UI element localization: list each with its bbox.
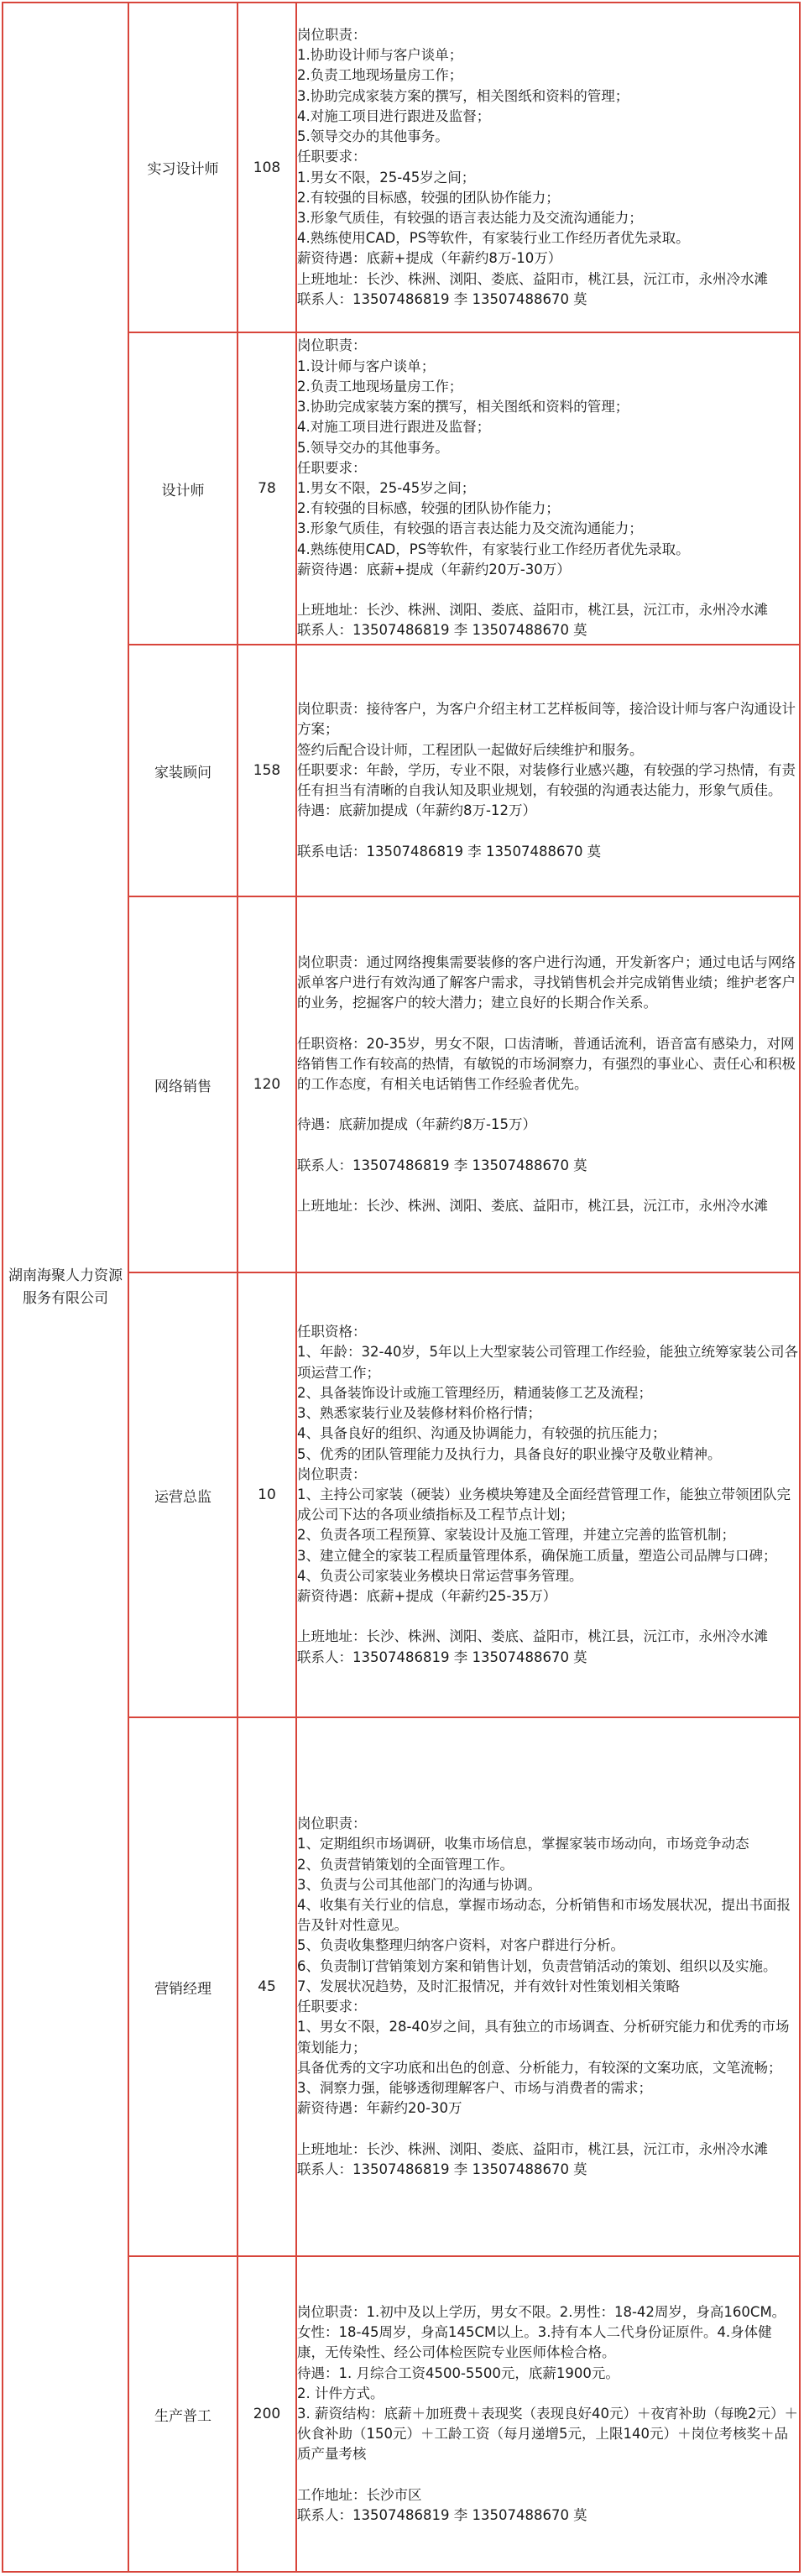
job-title: 设计师 [128, 332, 238, 645]
description-line: 具备优秀的文字功底和出色的创意、分析能力，有较深的文案功底，文笔流畅； [297, 2059, 782, 2076]
description-line: 岗位职责： [297, 1816, 367, 1832]
job-description [296, 2256, 800, 2572]
description-line: 任职资格：20-35岁，男女不限，口齿清晰，普通话流利，语音富有感染力，对网络销售工作有较高的热情，有敏锐的市场洞察力，有强烈的事业心、责任心和积极的工作态度，有相关电话销售工作经验者优先。 [297, 1035, 796, 1092]
description-line: 3.形象气质佳，有较强的语言表达能力及交流沟通能力； [297, 520, 643, 537]
description-line: 岗位职责：通过网络搜集需要装修的客户进行沟通，开发新客户；通过电话与网络派单客户进行有效沟通了解客户需求，寻找销售机会并完成销售业绩；维护老客户的业务，挖掘客户的较大潜力；建立良好的长期合作关系。 [297, 954, 796, 1011]
description-line: 3.形象气质佳，有较强的语言表达能力及交流沟通能力； [297, 209, 643, 226]
description-line: 联系人：13507486819 李 13507488670 莫 [297, 290, 587, 307]
description-line: 岗位职责： [297, 337, 367, 354]
description-line: 3、洞察力强，能够透彻理解客户、市场与消费者的需求； [297, 2079, 652, 2096]
description-line: 薪资待遇：底薪+提成（年薪约20万-30万） [297, 561, 571, 577]
description-line: 2.负责工地现场量房工作； [297, 67, 463, 84]
description-line: 联系人：13507486819 李 13507488670 莫 [297, 1649, 587, 1665]
description-line: 3.协助完成家装方案的撰写，相关图纸和资料的管理； [297, 399, 629, 415]
description-line: 3.协助完成家装方案的撰写，相关图纸和资料的管理； [297, 87, 629, 104]
description-line: 3、负责与公司其他部门的沟通与协调。 [297, 1876, 541, 1893]
description-line: 薪资待遇：底薪+提成（年薪约8万-10万） [297, 250, 562, 267]
job-title: 生产普工 [128, 2256, 238, 2572]
description-line: 联系人：13507486819 李 13507488670 莫 [297, 2161, 587, 2177]
description-line: 2、负责各项工程预算、家装设计及施工管理，并建立完善的监管机制； [297, 1527, 735, 1544]
description-line: 岗位职责：1.初中及以上学历，男女不限。2.男性：18-42周岁，身高160CM。女性：18-45周岁，身高145CM以上。3.持有本人二代身份证原件。4.身体健康，无传染性、经公司体检医院专业医师体检合格。 [297, 2303, 786, 2361]
description-line [297, 1136, 799, 1156]
headcount: 158 [238, 645, 296, 896]
description-line: 任职要求：年龄，学历，专业不限，对装修行业感兴趣，有较强的学习热情，有责任有担当有清晰的自我认知及职业规划，有较强的沟通表达能力，形象气质佳。 [297, 761, 796, 799]
description-line: 5.领导交办的其他事务。 [297, 439, 449, 456]
description-line: 2、负责营销策划的全面管理工作。 [297, 1856, 514, 1873]
description-line: 待遇：底薪加提成（年薪约8万-15万） [297, 1116, 536, 1133]
description-line: 3、建立健全的家装工程质量管理体系，确保施工质量，塑造公司品牌与口碑； [297, 1547, 777, 1564]
description-line [297, 1794, 799, 1814]
job-description [296, 1272, 800, 1717]
description-line [297, 822, 799, 842]
description-line: 岗位职责： [297, 27, 367, 44]
description-line: 2. 计件方式。 [297, 2385, 384, 2401]
description-line: 2、具备装饰设计或施工管理经历，精通装修工艺及流程； [297, 1384, 652, 1401]
description-line: 3. 薪资结构：底薪＋加班费＋表现奖（表现良好40元）＋夜宵补助（每晚2元）＋伙食补助（150元）＋工龄工资（每月递增5元，上限140元）＋岗位考核奖＋品质产量考核 [297, 2405, 798, 2463]
job-title: 实习设计师 [128, 3, 238, 332]
description-line: 2.负责工地现场量房工作； [297, 378, 463, 394]
description-line: 联系电话：13507486819 李 13507488670 莫 [297, 843, 602, 860]
headcount: 10 [238, 1272, 296, 1717]
headcount: 200 [238, 2256, 296, 2572]
job-title: 运营总监 [128, 1272, 238, 1717]
job-description [296, 332, 800, 645]
description-line: 1.协助设计师与客户谈单； [297, 47, 463, 64]
description-line: 薪资待遇：年薪约20-30万 [297, 2100, 462, 2117]
description-line [297, 679, 799, 699]
description-line: 4、具备良好的组织、沟通及协调能力，有较强的抗压能力； [297, 1425, 666, 1442]
description-line: 1.设计师与客户谈单； [297, 358, 436, 374]
description-line: 联系人：13507486819 李 13507488670 莫 [297, 1157, 587, 1173]
description-line: 4.对施工项目进行跟进及监督； [297, 419, 491, 436]
headcount: 78 [238, 332, 296, 645]
description-line: 1、年龄：32-40岁，5年以上大型家装公司管理工作经验，能独立统筹家装公司各项运营工作； [297, 1344, 798, 1381]
description-line: 4、收集有关行业的信息，掌握市场动态，分析销售和市场发展状况，提出书面报告及针对性意见。 [297, 1897, 791, 1934]
job-description [296, 896, 800, 1272]
headcount: 120 [238, 896, 296, 1272]
company-name: 湖南海聚人力资源服务有限公司 [3, 3, 128, 2572]
description-line: 上班地址：长沙、株洲、浏阳、娄底、益阳市，桃江县，沅江市，永州冷水滩 [297, 1628, 768, 1645]
description-line: 1.男女不限，25-45岁之间； [297, 169, 476, 185]
job-row [3, 3, 800, 332]
description-line: 上班地址：长沙、株洲、浏阳、娄底、益阳市，桃江县，沅江市，永州冷水滩 [297, 2140, 768, 2157]
description-line [297, 2119, 799, 2139]
description-line: 5、优秀的团队管理能力及执行力，具备良好的职业操守及敬业精神。 [297, 1445, 722, 1462]
description-line [297, 1607, 799, 1627]
description-line [297, 1095, 799, 1115]
description-line: 1、男女不限，28-40岁之间，具有独立的市场调查、分析研究能力和优秀的市场策划能力； [297, 2019, 790, 2056]
description-line: 3、熟悉家装行业及装修材料价格行情； [297, 1405, 541, 1422]
description-line: 任职要求： [297, 459, 367, 476]
description-line: 4.对施工项目进行跟进及监督； [297, 107, 491, 124]
job-title: 营销经理 [128, 1717, 238, 2256]
description-line: 工作地址：长沙市区 [297, 2486, 422, 2503]
description-line: 联系人：13507486819 李 13507488670 莫 [297, 622, 587, 639]
description-line: 任职资格： [297, 1324, 367, 1340]
job-title: 网络销售 [128, 896, 238, 1272]
description-line: 待遇：底薪加提成（年薪约8万-12万） [297, 802, 536, 819]
description-line: 上班地址：长沙、株洲、浏阳、娄底、益阳市，桃江县，沅江市，永州冷水滩 [297, 270, 768, 287]
description-line: 上班地址：长沙、株洲、浏阳、娄底、益阳市，桃江县，沅江市，永州冷水滩 [297, 1198, 768, 1215]
description-line: 2.有较强的目标感，较强的团队协作能力； [297, 189, 560, 206]
description-line [297, 1176, 799, 1196]
description-line: 任职要求： [297, 1999, 367, 2015]
headcount: 45 [238, 1717, 296, 2256]
headcount: 108 [238, 3, 296, 332]
description-line: 待遇：1. 月综合工资4500-5500元，底薪1900元。 [297, 2364, 619, 2381]
description-line: 6、负责制订营销策划方案和销售计划，负责营销活动的策划、组织以及实施。 [297, 1957, 777, 1974]
description-line: 岗位职责： [297, 1466, 367, 1482]
job-description [296, 3, 800, 332]
description-line: 4.熟练使用CAD，PS等软件，有家装行业工作经历者优先录取。 [297, 230, 690, 247]
description-line: 签约后配合设计师，工程团队一起做好后续维护和服务。 [297, 741, 644, 758]
job-description [296, 1717, 800, 2256]
description-line: 5、负责收集整理归纳客户资料，对客户群进行分析。 [297, 1937, 624, 1954]
description-line [297, 580, 799, 600]
description-line: 7、发展状况趋势，及时汇报情况，并有效针对性策划相关策略 [297, 1978, 680, 1994]
description-line: 1、定期组织市场调研，收集市场信息，掌握家装市场动向，市场竞争动态 [297, 1836, 749, 1852]
description-line: 4、负责公司家装业务模块日常运营事务管理。 [297, 1567, 583, 1584]
description-line: 上班地址：长沙、株洲、浏阳、娄底、益阳市，桃江县，沅江市，永州冷水滩 [297, 602, 768, 619]
description-line: 联系人：13507486819 李 13507488670 莫 [297, 2506, 587, 2523]
job-description [296, 645, 800, 896]
description-line: 任职要求： [297, 149, 367, 165]
description-line: 5.领导交办的其他事务。 [297, 128, 449, 145]
description-line: 薪资待遇：底薪+提成（年薪约25-35万） [297, 1587, 557, 1604]
description-line [297, 1013, 799, 1033]
description-line: 岗位职责：接待客户，为客户介绍主材工艺样板间等，接洽设计师与客户沟通设计方案； [297, 701, 796, 738]
job-table [2, 2, 801, 2573]
description-line: 1、主持公司家装（硬装）业务模块筹建及全面经营管理工作，能独立带领团队完成公司下达的各项业绩指标及工程节点计划； [297, 1486, 791, 1523]
job-title: 家装顾问 [128, 645, 238, 896]
description-line [297, 2465, 799, 2485]
description-line: 1.男女不限，25-45岁之间； [297, 479, 476, 496]
description-line: 4.熟练使用CAD，PS等软件，有家装行业工作经历者优先录取。 [297, 541, 690, 557]
description-line: 2.有较强的目标感，较强的团队协作能力； [297, 500, 560, 517]
